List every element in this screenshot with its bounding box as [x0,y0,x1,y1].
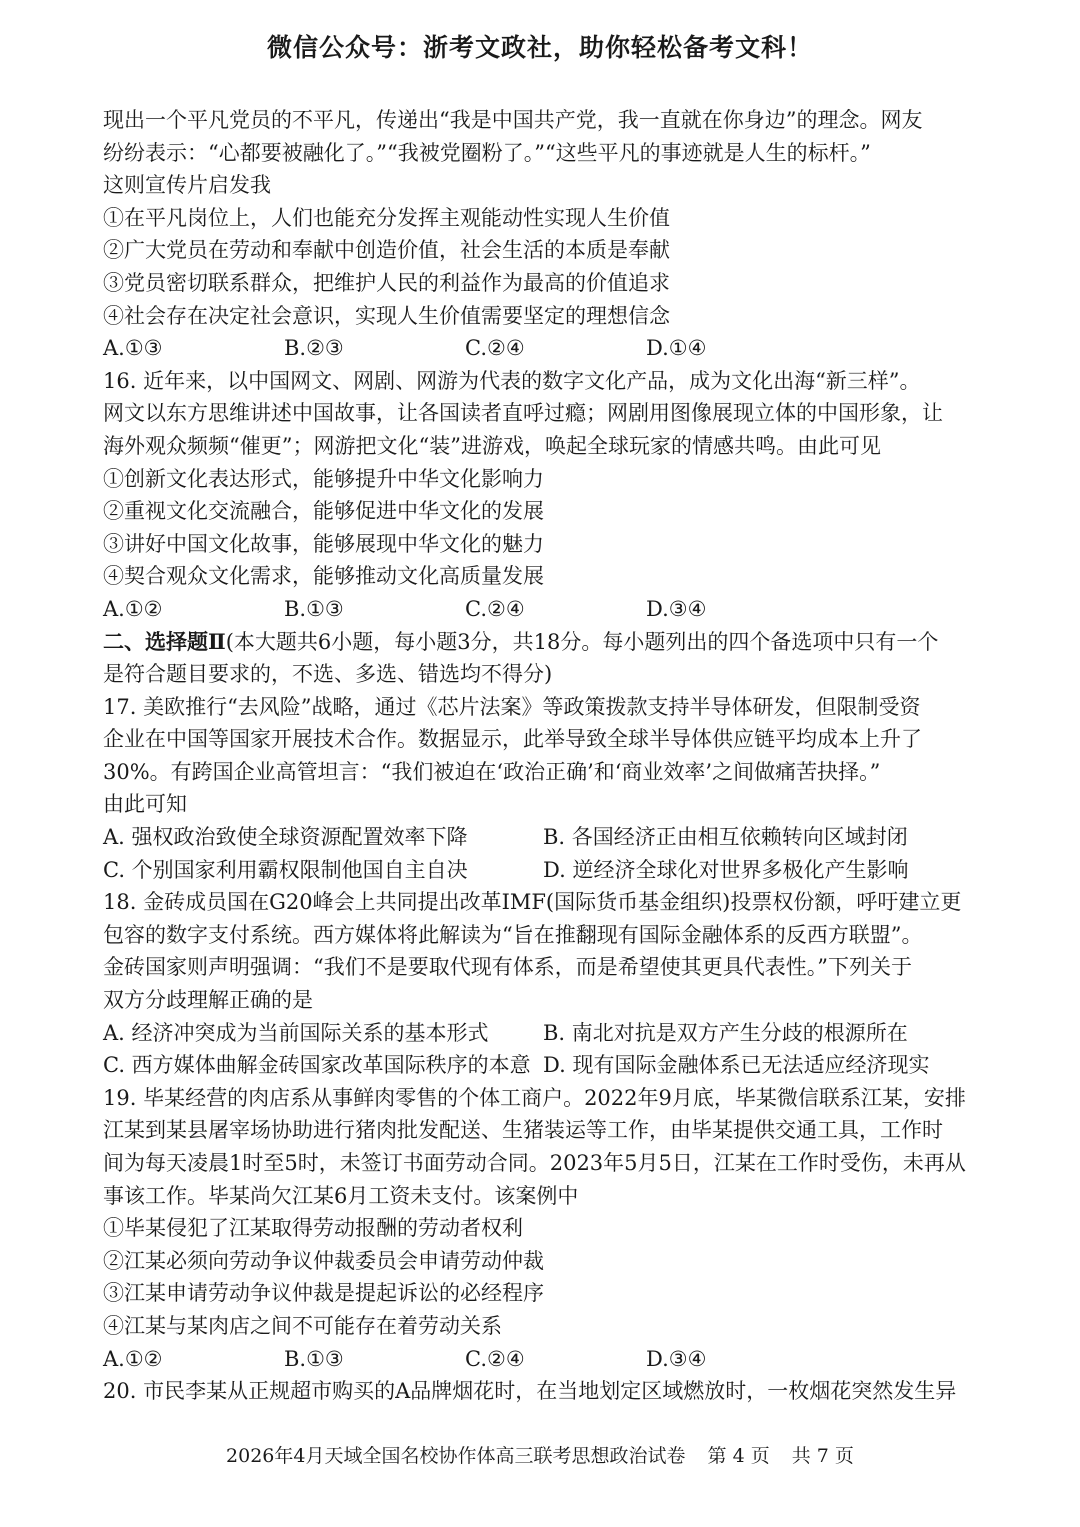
section-title: 二、选择题Ⅱ [103,628,226,654]
q18-stem-line: 18. 金砖成员国在G20峰会上共同提出改革IMF(国际货币基金组织)投票权份额，呼吁建立更 [103,890,962,915]
q18-stem-line: 金砖国家则声明强调：“我们不是要取代现有体系，而是希望使其更具代表性。”下列关于 [103,955,912,980]
q16-options [103,593,983,626]
q18-option-d: D. 现有国际金融体系已无法适应经济现实 [543,1053,930,1078]
q18-stem-line: 双方分歧理解正确的是 [103,988,313,1013]
q17-stem-line: 由此可知 [103,792,187,817]
q15-option-a: A.①③ [103,336,163,361]
q19-options [103,1343,983,1376]
q19-option-b: B.①③ [284,1346,344,1371]
q15-option-d: D.①④ [646,336,707,361]
q17-option-a: A. 强权政治致使全球资源配置效率下降 [103,825,468,850]
q16-item: ②重视文化交流融合，能够促进中华文化的发展 [103,499,544,524]
q16-item: ③讲好中国文化故事，能够展现中华文化的魅力 [103,531,544,556]
q15-item: ④社会存在决定社会意识，实现人生价值需要坚定的理想信念 [103,303,670,328]
q15-item: ③党员密切联系群众，把维护人民的利益作为最高的价值追求 [103,270,670,295]
q16-item: ④契合观众文化需求，能够推动文化高质量发展 [103,564,544,589]
q17-stem-line: 30%。有跨国企业高管坦言：“我们被迫在‘政治正确’和‘商业效率’之间做痛苦抉择。” [103,759,881,784]
q19-option-c: C.②④ [465,1346,525,1371]
q15-stem-line: 这则宣传片启发我 [103,173,271,198]
page-header: 微信公众号：浙考文政社，助你轻松备考文科！ [266,33,813,62]
q19-stem-line: 间为每天凌晨1时至5时，未签订书面劳动合同。2023年5月5日，江某在工作时受伤，未再从 [103,1151,966,1175]
q18-option-b: B. 南北对抗是双方产生分歧的根源所在 [543,1020,908,1045]
q17-option-c: C. 个别国家利用霸权限制他国自主自决 [103,857,468,882]
q16-stem-line: 网文以东方思维讲述中国故事，让各国读者直呼过瘾；网剧用图像展现立体的中国形象，让 [103,401,943,426]
q17-option-d: D. 逆经济全球化对世界多极化产生影响 [543,857,909,882]
q16-option-c: C.②④ [465,596,525,621]
footer-total-pages: 共 7 页 [791,1445,854,1467]
q17-options-row [103,854,983,887]
q18-option-c: C. 西方媒体曲解金砖国家改革国际秩序的本意 [103,1053,531,1078]
q18-option-a: A. 经济冲突成为当前国际关系的基本形式 [103,1020,489,1045]
q19-option-a: A.①② [103,1346,163,1371]
q19-item: ④江某与某肉店之间不可能存在着劳动关系 [103,1313,502,1338]
q16-stem-line: 16. 近年来，以中国网文、网剧、网游为代表的数字文化产品，成为文化出海“新三样”。 [103,368,921,393]
q19-stem-line: 19. 毕某经营的肉店系从事鲜肉零售的个体工商户。2022年9月底，毕某微信联系江某，安排 [103,1085,966,1110]
q18-options-row [103,1049,983,1082]
q19-stem-line: 事该工作。毕某尚欠江某6月工资未支付。该案例中 [103,1183,579,1208]
section-heading [103,626,983,659]
q17-options-row [103,821,983,854]
q19-option-d: D.③④ [646,1346,707,1371]
q15-stem-line: 现出一个平凡党员的不平凡，传递出“我是中国共产党，我一直就在你身边”的理念。网友 [103,108,923,132]
footer-page-number: 第 4 页 [707,1445,770,1467]
q19-item: ①毕某侵犯了江某取得劳动报酬的劳动者权利 [103,1216,523,1241]
q17-stem-line: 17. 美欧推行“去风险”战略，通过《芯片法案》等政策拨款支持半导体研发，但限制受资 [103,694,921,719]
section-desc: (本大题共6小题，每小题3分，共18分。每小题列出的四个备选项中只有一个 [225,629,939,654]
q16-option-d: D.③④ [646,596,707,621]
q17-option-b: B. 各国经济正由相互依赖转向区域封闭 [543,825,908,850]
q16-stem-line: 海外观众频频“催更”；网游把文化“装”进游戏，唤起全球玩家的情感共鸣。由此可见 [103,433,881,458]
q18-stem-line: 包容的数字支付系统。西方媒体将此解读为“旨在推翻现有国际金融体系的反西方联盟”。 [103,922,923,947]
q19-item: ②江某必须向劳动争议仲裁委员会申请劳动仲裁 [103,1248,544,1273]
q16-option-a: A.①② [103,596,163,621]
q15-stem-line: 纷纷表示：“心都要被融化了。”“我被党圈粉了。”“这些平凡的事迹就是人生的标杆。” [103,140,871,165]
page-footer [0,1441,1080,1468]
q19-stem-line: 江某到某县屠宰场协助进行猪肉批发配送、生猪装运等工作，由毕某提供交通工具，工作时 [103,1118,943,1143]
q18-options-row [103,1017,983,1050]
footer-title: 2026年4月天域全国名校协作体高三联考思想政治试卷 [226,1445,686,1467]
exam-content [103,104,983,1408]
q19-item: ③江某申请劳动争议仲裁是提起诉讼的必经程序 [103,1281,544,1306]
q16-option-b: B.①③ [284,596,344,621]
q15-item: ②广大党员在劳动和奉献中创造价值，社会生活的本质是奉献 [103,238,670,263]
section-desc-line: 是符合题目要求的，不选、多选、错选均不得分) [103,662,553,687]
q20-stem-line: 20. 市民李某从正规超市购买的A品牌烟花时，在当地划定区域燃放时，一枚烟花突然发生异 [103,1379,957,1404]
q17-stem-line: 企业在中国等国家开展技术合作。数据显示，此举导致全球半导体供应链平均成本上升了 [103,727,922,752]
q15-options [103,332,983,365]
q15-option-b: B.②③ [284,336,344,361]
q16-item: ①创新文化表达形式，能够提升中华文化影响力 [103,466,544,491]
q15-item: ①在平凡岗位上，人们也能充分发挥主观能动性实现人生价值 [103,205,670,230]
q15-option-c: C.②④ [465,336,525,361]
